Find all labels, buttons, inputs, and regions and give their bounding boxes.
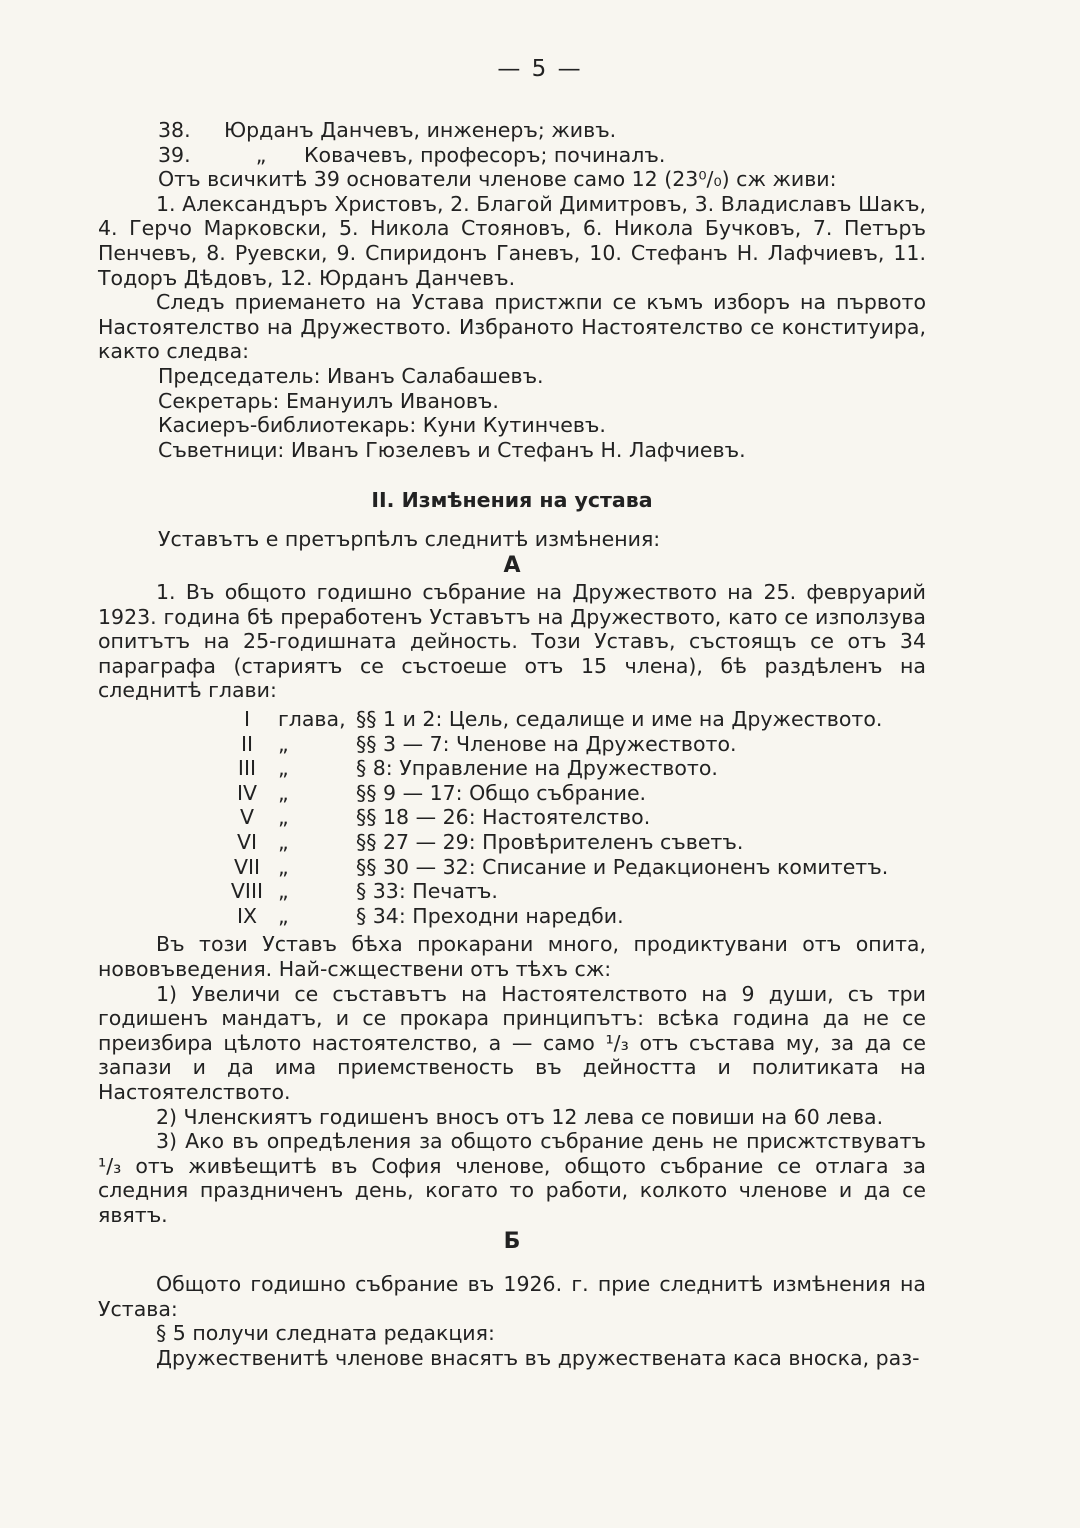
member-row (98, 143, 926, 168)
ditto-mark: „ (278, 731, 289, 756)
surviving-text: Отъ всичкитѣ 39 основатели членове само 12 (23⁰/₀) сж живи: (158, 167, 837, 192)
chapter-number: I (243, 707, 251, 732)
chapter-number: IX (236, 903, 258, 928)
ditto-mark: „ (255, 142, 267, 167)
ditto-mark: „ (278, 780, 289, 805)
section-title: II. Измѣнения на устава (371, 488, 653, 513)
ditto-mark: „ (278, 879, 289, 904)
ditto-mark: „ (278, 756, 289, 781)
member-text: Юрданъ Данчевъ, инженеръ; живъ. (224, 118, 617, 142)
chapter-number: VII (233, 854, 261, 879)
list-item: 1) Увеличи се съставътъ на Настоятелството на 9 души, съ три годишенъ мандатъ, и се прокара принципътъ: всѣка година да не се преизбира цѣлото настоятелство, а — само ¹/₃ отъ състава му, за да се запази и да има приемственость въ дейността и политиката на Настоятелството. (98, 981, 926, 1104)
chapter-row (216, 756, 926, 781)
paragraph-b2: § 5 получи следната редакция: (156, 1321, 495, 1346)
page-number: — 5 — (497, 56, 583, 82)
board-line: Съветници: Иванъ Гюзелевъ и Стефанъ Н. Лафчиевъ. (158, 437, 746, 462)
ditto-mark: „ (278, 903, 289, 928)
chapter-row (216, 781, 926, 806)
subsection-letter-b: Б (503, 1228, 521, 1254)
board-line: Секретарь: Емануилъ Ивановъ. (158, 388, 499, 413)
subsection-letter-a: А (503, 552, 521, 578)
member-number: 39. (158, 142, 191, 167)
member-number: 38. (158, 118, 191, 142)
chapter-number: II (240, 731, 254, 756)
board-line: Касиеръ-библиотекарь: Куни Кутинчевъ. (158, 413, 606, 438)
chapter-word: глава, (278, 707, 346, 732)
list-item: 3) Ако въ опредѣления за общото събрание день не присжтствуватъ ¹/₃ отъ живѣещитѣ въ София членове, общото събрание се отлага за следния праздниченъ день, когато то работи, колкото членове и да се явятъ. (98, 1129, 926, 1227)
member-text: Ковачевъ, професоръ; починалъ. (304, 142, 666, 167)
chapter-text: §§ 3 — 7: Членове на Дружеството. (356, 731, 737, 756)
ditto-mark: „ (278, 830, 289, 855)
paragraph-b3: Дружественитѣ членове внасятъ въ дружествената каса вноска, раз- (156, 1345, 920, 1370)
chapter-row (216, 805, 926, 830)
chapter-number: VIII (230, 879, 264, 904)
chapter-row (216, 830, 926, 855)
chapter-text: §§ 9 — 17: Общо събрание. (356, 780, 647, 805)
chapter-row (216, 879, 926, 904)
paragraph-a1: 1. Въ общото годишно събрание на Дружеството на 25. февруарий 1923. година бѣ преработенъ Уставътъ на Дружеството, като се използува опитътъ на 25-годишната дейность. Този Уставъ, състоящъ се отъ 34 параграфа (стариятъ се състоеше отъ 15 члена), бѣ раздѣленъ на следнитѣ глави: (98, 580, 926, 703)
chapter-row (216, 904, 926, 929)
section-intro: Уставътъ е претърпѣлъ следнитѣ измѣнения: (158, 526, 661, 551)
chapter-text: §§ 30 — 32: Списание и Редакционенъ комитетъ. (356, 854, 889, 879)
chapter-number: V (239, 805, 255, 830)
chapter-text: §§ 27 — 29: Провѣрителенъ съветъ. (356, 830, 744, 855)
chapter-text: § 34: Преходни наредби. (356, 903, 624, 928)
chapter-number: IV (236, 780, 258, 805)
chapter-text: §§ 18 — 26: Настоятелство. (356, 805, 651, 830)
member-row (98, 118, 926, 143)
chapter-row (216, 732, 926, 757)
paragraph-b1: Общото годишно събрание въ 1926. г. прие следнитѣ измѣнения на Устава: (98, 1272, 926, 1321)
ditto-mark: „ (278, 854, 289, 879)
chapter-list (216, 707, 926, 928)
board-intro: Следъ приемането на Устава пристжпи се къмъ изборъ на първото Настоятелство на Дружеството. Избраното Настоятелство се конституира, както следва: (98, 290, 926, 364)
chapter-text: § 33: Печатъ. (356, 879, 498, 904)
chapter-row (216, 855, 926, 880)
page-body (98, 118, 926, 1371)
board-line: Председатель: Иванъ Салабашевъ. (158, 363, 544, 388)
chapter-number: III (237, 756, 257, 781)
surviving-list: 1. Александъръ Христовъ, 2. Благой Димитровъ, 3. Владиславъ Шакъ, 4. Герчо Марковски, 5. Никола Стояновъ, 6. Никола Бучковъ, 7. Петъръ Пенчевъ, 8. Руевски, 9. Спиридонъ Ганевъ, 10. Стефанъ Н. Лафчиевъ, 11. Тодоръ Дѣдовъ, 12. Юрданъ Данчевъ. (98, 191, 926, 290)
chapter-text: § 8: Управление на Дружеството. (356, 756, 718, 781)
chapter-number: VI (236, 830, 258, 855)
ditto-mark: „ (278, 805, 289, 830)
chapter-text: §§ 1 и 2: Цель, седалище и име на Дружеството. (356, 707, 883, 732)
chapter-row (216, 707, 926, 732)
paragraph-a2: Въ този Уставъ бѣха прокарани много, продиктувани отъ опита, нововъведения. Най-сжществени отъ тѣхъ сж: (98, 932, 926, 981)
list-item: 2) Членскиятъ годишенъ вносъ отъ 12 лева се повиши на 60 лева. (156, 1104, 884, 1129)
